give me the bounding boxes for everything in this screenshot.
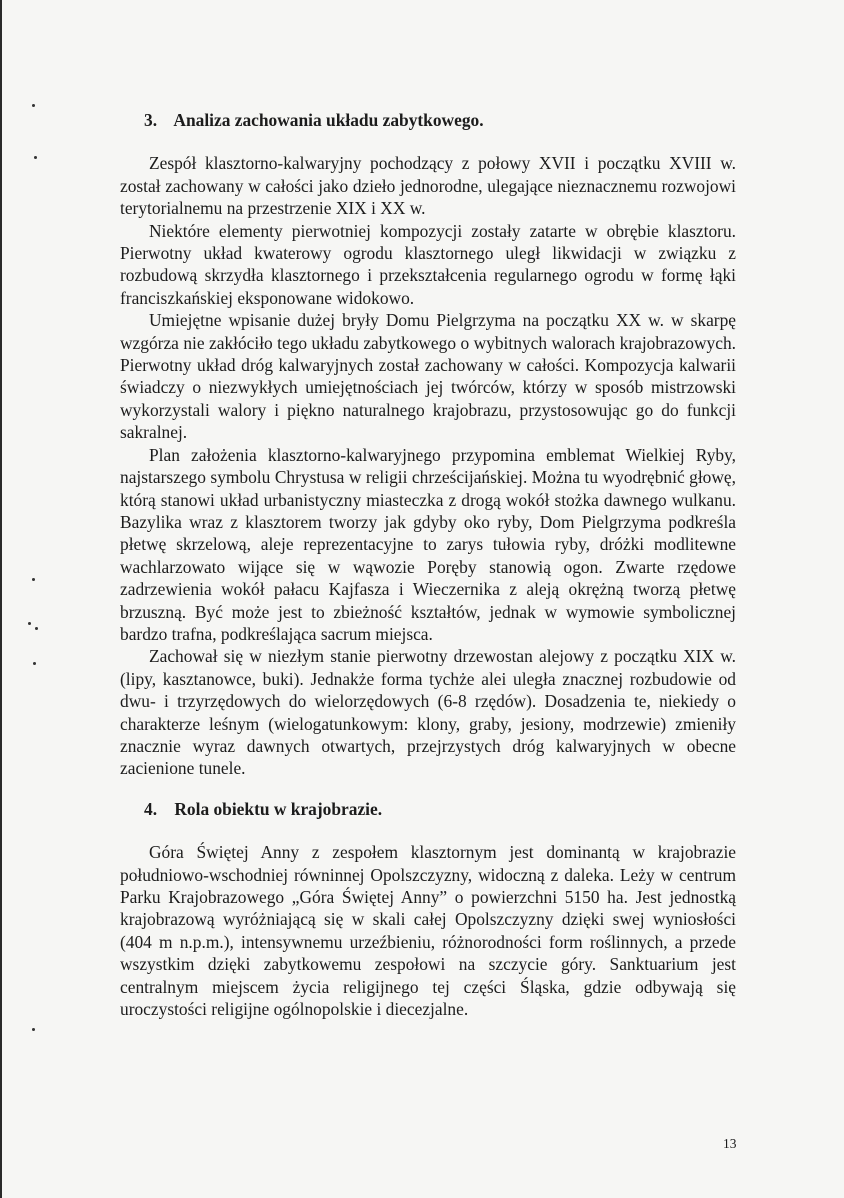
scan-speck	[33, 662, 36, 665]
scan-speck	[28, 622, 31, 625]
scan-speck	[34, 156, 37, 159]
section-3-number: 3.	[144, 110, 158, 130]
scan-speck	[35, 627, 38, 630]
page-number: 13	[723, 1136, 737, 1151]
section-3-heading	[120, 109, 736, 131]
scan-speck	[32, 1028, 35, 1031]
section-3-title: Analiza zachowania układu zabytkowego.	[173, 110, 484, 130]
paragraph: Zespół klasztorno-kalwaryjny pochodzący z połowy XVII i początku XVIII w. został zachowany w całości jako dzieło jednorodne, ulegające nieznacznemu rozwojowi terytorialnemu na przestrzenie XIX i XX w.	[120, 153, 736, 219]
section-4-number: 4.	[144, 798, 158, 819]
scan-speck	[32, 104, 35, 107]
section-4-title: Rola obiektu w krajobrazie.	[174, 798, 383, 819]
paragraph: Góra Świętej Anny z zespołem klasztornym jest dominantą w krajobrazie południowo-wschodniej równinnej Opolszczyzny, widoczną z daleka. Leży w centrum Parku Krajobrazowego „Góra Świętej Anny” o powierzchni 5150 ha. Jest jednostką krajobrazową wyróżniającą się w skali całej Opolszczyzny dzięki swej wyniosłości (404 m n.p.m.), intensywnemu urzeźbieniu, różnorodności form roślinnych, a przede wszystkim dzięki zabytkowemu zespołowi na szczycie góry. Sanktuarium jest centralnym miejscem życia religijnego tej części Śląska, gdzie odbywają się uroczystości religijne ogólnopolskie i diecezjalne.	[120, 842, 736, 1020]
paragraph: Umiejętne wpisanie dużej bryły Domu Pielgrzyma na początku XX w. w skarpę wzgórza nie zakłóciło tego układu zabytkowego o wybitnych walorach krajobrazowych. Pierwotny układ dróg kalwaryjnych został zachowany w całości. Kompozycja kalwarii świadczy o niezwykłych umiejętnościach jej twórców, którzy w sposób mistrzowski wykorzystali walory i piękno naturalnego krajobrazu, przystosowując go do funkcji sakralnej.	[120, 310, 736, 443]
scan-speck	[32, 578, 35, 581]
paragraph: Plan założenia klasztorno-kalwaryjnego przypomina emblemat Wielkiej Ryby, najstarszego symbolu Chrystusa w religii chrześcijańskiej. Można tu wyodrębnić głowę, którą stanowi układ urbanistyczny miasteczka z drogą wokół stożka dawnego wulkanu. Bazylika wraz z klasztorem tworzy jak gdyby oko ryby, Dom Pielgrzyma podkreśla płetwę skrzelową, aleje reprezentacyjne to zarys tułowia ryby, dróżki modlitewne wachlarzowato wijące się w wąwozie Poręby stanowią ogon. Zwarte rzędowe zadrzewienia wokół pałacu Kajfasza i Wieczernika z aleją okrężną tworzą płetwę brzuszną. Być może jest to zbieżność kształtów, jednak w wymowie symbolicznej bardzo trafna, podkreślająca sacrum miejsca.	[120, 444, 736, 644]
section-4-heading	[120, 798, 736, 820]
paragraph: Zachował się w niezłym stanie pierwotny drzewostan alejowy z początku XIX w. (lipy, kasztanowce, buki). Jednakże forma tychże alei uległa znacznej rozbudowie od dwu- i trzyrzędowych do wielorzędowych (6-8 rzędów). Dosadzenia te, niekiedy o charakterze leśnym (wielogatunkowym: klony, graby, jesiony, modrzewie) zmieniły znacznie wyraz dawnych otwartych, przejrzystych dróg kalwaryjnych w obecne zacienione tunele.	[120, 646, 736, 779]
document-body	[120, 109, 736, 1020]
paragraph: Niektóre elementy pierwotniej kompozycji zostały zatarte w obrębie klasztoru. Pierwotny układ kwaterowy ogrodu klasztornego uległ likwidacji w związku z rozbudową skrzydła klasztornego i przekształcenia regularnego ogrodu w formę łąki franciszkańskiej eksponowane widokowo.	[120, 220, 736, 308]
